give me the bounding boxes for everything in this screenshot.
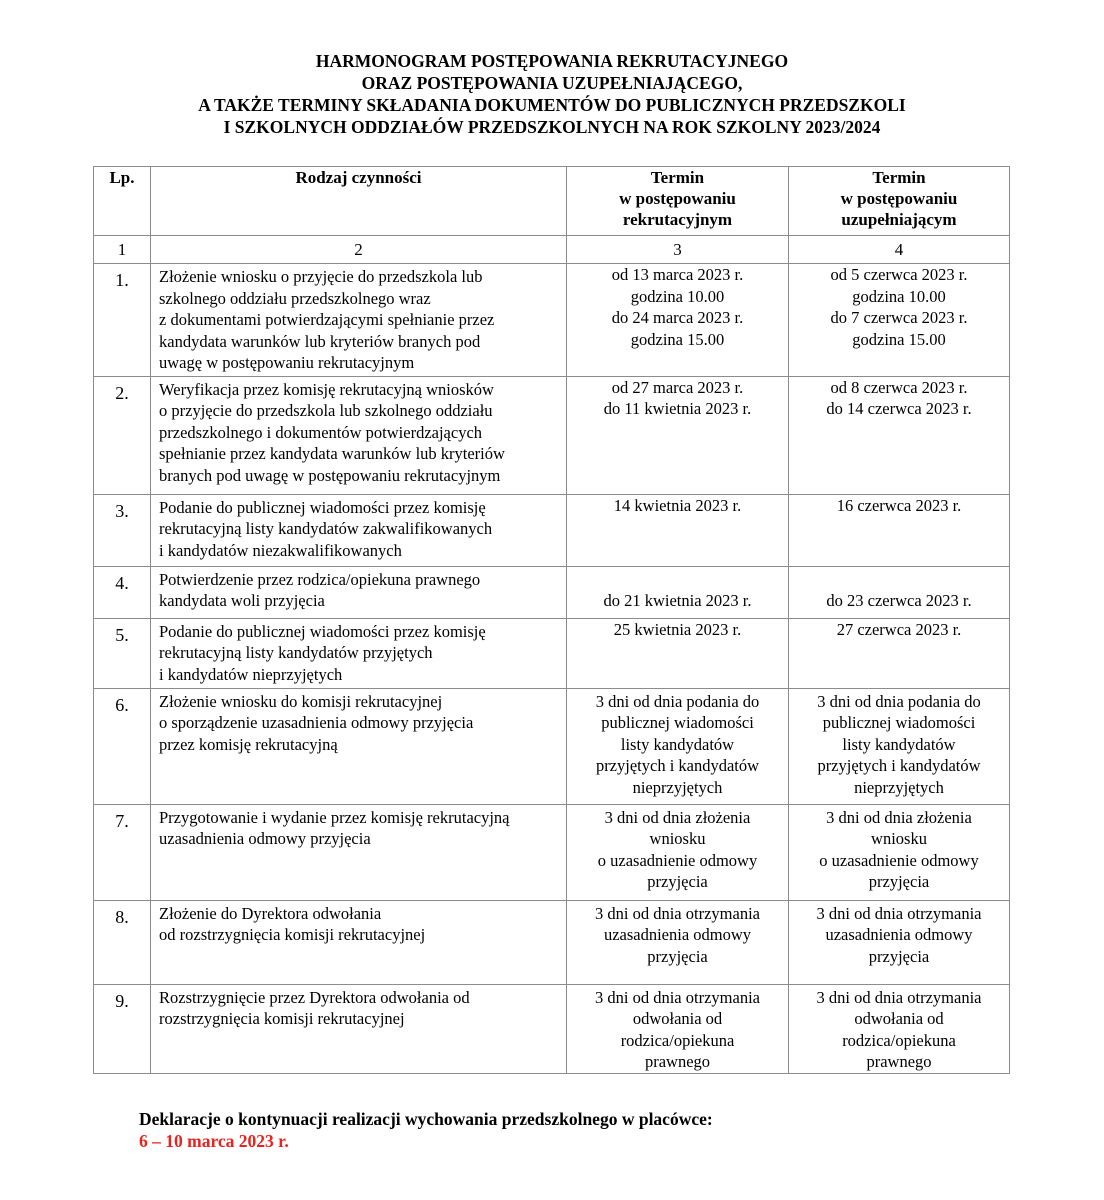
table-body [94, 264, 1010, 1074]
term-line: do 21 kwietnia 2023 r. [603, 591, 752, 610]
activity-line: Przygotowanie i wydanie przez komisję rekrutacyjną [159, 807, 510, 827]
row-number: 7. [94, 804, 151, 900]
term-line: godzina 10.00 [852, 286, 946, 306]
term-line: listy kandydatów [620, 734, 735, 754]
activity-line: Potwierdzenie przez rodzica/opiekuna prawnego [159, 569, 481, 589]
term-supplementary-cell [789, 376, 1010, 494]
term-line: rodzica/opiekuna [620, 1030, 735, 1050]
table-row [94, 804, 1010, 900]
activity-line: Złożenie wniosku o przyjęcie do przedszkola lub [159, 267, 483, 286]
term-line: od 27 marca 2023 r. [611, 377, 744, 397]
activity-line: Podanie do publicznej wiadomości przez komisję [159, 497, 486, 517]
term-line: nieprzyjętych [854, 777, 944, 797]
header-lp: Lp. [94, 167, 151, 236]
table-row [94, 264, 1010, 377]
activity-line: szkolnego oddziału przedszkolnego wraz [159, 288, 431, 308]
title-line: ORAZ POSTĘPOWANIA UZUPEŁNIAJĄCEGO, [361, 73, 743, 93]
schedule-table [93, 166, 1010, 1074]
header-line: Termin [872, 168, 926, 187]
term-line: o uzasadnienie odmowy [597, 850, 758, 870]
title-line: I SZKOLNYCH ODDZIAŁÓW PRZEDSZKOLNYCH NA ROK SZKOLNY 2023/2024 [223, 117, 881, 137]
header-term-supplementary [789, 167, 1010, 236]
term-line: do 14 czerwca 2023 r. [826, 399, 972, 418]
term-line: 14 kwietnia 2023 r. [613, 495, 742, 515]
term-recruitment-cell [567, 264, 789, 377]
header-line: rekrutacyjnym [622, 210, 733, 229]
row-number: 8. [94, 900, 151, 984]
term-line: godzina 15.00 [852, 329, 946, 349]
term-line: 3 dni od dnia otrzymania [816, 903, 982, 923]
term-line: wniosku [871, 829, 927, 848]
term-line: od 8 czerwca 2023 r. [830, 377, 968, 397]
row-number: 3. [94, 494, 151, 566]
term-line: godzina 15.00 [630, 329, 725, 349]
term-line: przyjęcia [868, 872, 930, 891]
term-line: uzasadnienia odmowy [825, 925, 973, 944]
column-number: 1 [94, 236, 151, 264]
row-number: 9. [94, 984, 151, 1073]
activity-line: rekrutacyjną listy kandydatów przyjętych [159, 643, 433, 662]
term-line: przyjęcia [647, 946, 708, 966]
term-line: 16 czerwca 2023 r. [836, 495, 962, 515]
row-number: 6. [94, 688, 151, 804]
activity-cell [151, 804, 567, 900]
row-number: 1. [94, 264, 151, 377]
table-row [94, 618, 1010, 688]
activity-line: i kandydatów niezakwalifikowanych [159, 540, 402, 560]
term-recruitment-cell [567, 688, 789, 804]
term-line: 3 dni od dnia otrzymania [816, 987, 982, 1007]
activity-line: od rozstrzygnięcia komisji rekrutacyjnej [159, 925, 426, 944]
term-line: 3 dni od dnia złożenia [826, 807, 972, 827]
activity-line: Rozstrzygnięcie przez Dyrektora odwołania od [159, 987, 470, 1007]
activity-line: Weryfikacja przez komisję rekrutacyjną wniosków [159, 379, 494, 399]
term-line: przyjęcia [647, 872, 708, 891]
activity-line: Złożenie wniosku do komisji rekrutacyjnej [159, 691, 443, 711]
term-supplementary-cell [789, 984, 1010, 1073]
activity-cell [151, 984, 567, 1073]
term-recruitment-cell [567, 900, 789, 984]
footer-declaration: Deklaracje o kontynuacji realizacji wychowania przedszkolnego w placówce: [139, 1109, 713, 1129]
column-number: 2 [151, 236, 567, 264]
row-number: 4. [94, 566, 151, 618]
table-row [94, 900, 1010, 984]
term-line: do 7 czerwca 2023 r. [830, 308, 968, 327]
header-term-recruitment [567, 167, 789, 236]
term-recruitment-cell [567, 376, 789, 494]
activity-line: rekrutacyjną listy kandydatów zakwalifikowanych [159, 519, 493, 538]
term-line: prawnego [866, 1052, 932, 1071]
activity-line: kandydata warunków lub kryteriów branych pod [159, 331, 481, 351]
term-line: prawnego [644, 1052, 711, 1071]
term-line: nieprzyjętych [632, 777, 723, 797]
column-number: 3 [567, 236, 789, 264]
table-row [94, 494, 1010, 566]
term-line: od 5 czerwca 2023 r. [830, 265, 968, 284]
term-line: 3 dni od dnia podania do [595, 691, 760, 711]
table-row [94, 376, 1010, 494]
activity-line: o przyjęcie do przedszkola lub szkolnego oddziału [159, 401, 493, 420]
activity-cell [151, 376, 567, 494]
term-line: 3 dni od dnia złożenia [604, 807, 751, 827]
header-line: w postępowaniu [840, 189, 958, 208]
term-line: wniosku [649, 829, 706, 848]
term-line: przyjętych i kandydatów [595, 756, 760, 775]
header-line: Termin [650, 168, 705, 187]
header-line: w postępowaniu [619, 189, 736, 208]
row-number: 5. [94, 618, 151, 688]
table-header-row [94, 167, 1010, 236]
term-supplementary-cell [789, 900, 1010, 984]
activity-line: i kandydatów nieprzyjętych [159, 664, 343, 684]
activity-line: Złożenie do Dyrektora odwołania [159, 903, 382, 923]
term-line: przyjęcia [868, 946, 930, 966]
term-line: rodzica/opiekuna [842, 1030, 956, 1050]
term-line: godzina 10.00 [630, 286, 725, 306]
row-number: 2. [94, 376, 151, 494]
term-recruitment-cell [567, 494, 789, 566]
term-recruitment-cell [567, 618, 789, 688]
term-supplementary-cell [789, 264, 1010, 377]
term-recruitment-cell [567, 984, 789, 1073]
term-line: do 24 marca 2023 r. [611, 308, 744, 327]
table-row [94, 688, 1010, 804]
term-line: o uzasadnienie odmowy [819, 850, 979, 870]
term-line: 27 czerwca 2023 r. [836, 619, 962, 639]
term-line: przyjętych i kandydatów [817, 756, 981, 775]
term-line: do 23 czerwca 2023 r. [826, 591, 972, 610]
document-title [0, 50, 1104, 138]
term-line: od 13 marca 2023 r. [611, 265, 744, 284]
term-line: do 11 kwietnia 2023 r. [603, 399, 752, 418]
activity-line: o sporządzenie uzasadnienia odmowy przyjęcia [159, 713, 474, 732]
term-supplementary-cell [789, 494, 1010, 566]
table-row [94, 566, 1010, 618]
term-line: uzasadnienia odmowy [603, 925, 752, 944]
activity-line: Podanie do publicznej wiadomości przez komisję [159, 621, 486, 641]
term-line: publicznej wiadomości [601, 713, 754, 732]
term-line: odwołania od [854, 1009, 944, 1028]
activity-cell [151, 900, 567, 984]
term-line: 3 dni od dnia otrzymania [595, 903, 760, 923]
term-recruitment-cell [567, 804, 789, 900]
activity-cell [151, 566, 567, 618]
header-line: uzupełniającym [841, 210, 957, 229]
activity-line: spełnianie przez kandydata warunków lub kryteriów [159, 444, 505, 463]
activity-line: kandydata woli przyjęcia [159, 591, 325, 610]
title-line: A TAKŻE TERMINY SKŁADANIA DOKUMENTÓW DO PUBLICZNYCH PRZEDSZKOLI [198, 95, 906, 115]
title-line: HARMONOGRAM POSTĘPOWANIA REKRUTACYJNEGO [315, 51, 789, 71]
footer-note [139, 1108, 713, 1152]
activity-line: z dokumentami potwierdzającymi spełnianie przez [159, 310, 495, 329]
activity-line: uzasadnienia odmowy przyjęcia [159, 829, 371, 848]
term-recruitment-cell [567, 566, 789, 618]
activity-line: przez komisję rekrutacyjną [159, 734, 338, 754]
term-line: 3 dni od dnia podania do [817, 691, 981, 711]
table-row [94, 984, 1010, 1073]
term-line: listy kandydatów [842, 734, 956, 754]
term-supplementary-cell [789, 566, 1010, 618]
activity-cell [151, 494, 567, 566]
column-number: 4 [789, 236, 1010, 264]
activity-cell [151, 688, 567, 804]
activity-line: rozstrzygnięcia komisji rekrutacyjnej [159, 1009, 405, 1028]
term-line: odwołania od [632, 1009, 723, 1028]
activity-line: uwagę w postępowaniu rekrutacyjnym [159, 353, 415, 372]
term-supplementary-cell [789, 688, 1010, 804]
header-activity: Rodzaj czynności [151, 167, 567, 236]
term-line: 25 kwietnia 2023 r. [613, 619, 742, 639]
column-number-row [94, 236, 1010, 264]
footer-date: 6 – 10 marca 2023 r. [139, 1131, 289, 1151]
term-line: publicznej wiadomości [822, 713, 976, 732]
activity-cell [151, 618, 567, 688]
term-line: 3 dni od dnia otrzymania [595, 987, 760, 1007]
activity-line: branych pod uwagę w postępowaniu rekrutacyjnym [159, 465, 501, 485]
activity-line: przedszkolnego i dokumentów potwierdzających [159, 422, 483, 442]
term-supplementary-cell [789, 618, 1010, 688]
term-supplementary-cell [789, 804, 1010, 900]
activity-cell [151, 264, 567, 377]
